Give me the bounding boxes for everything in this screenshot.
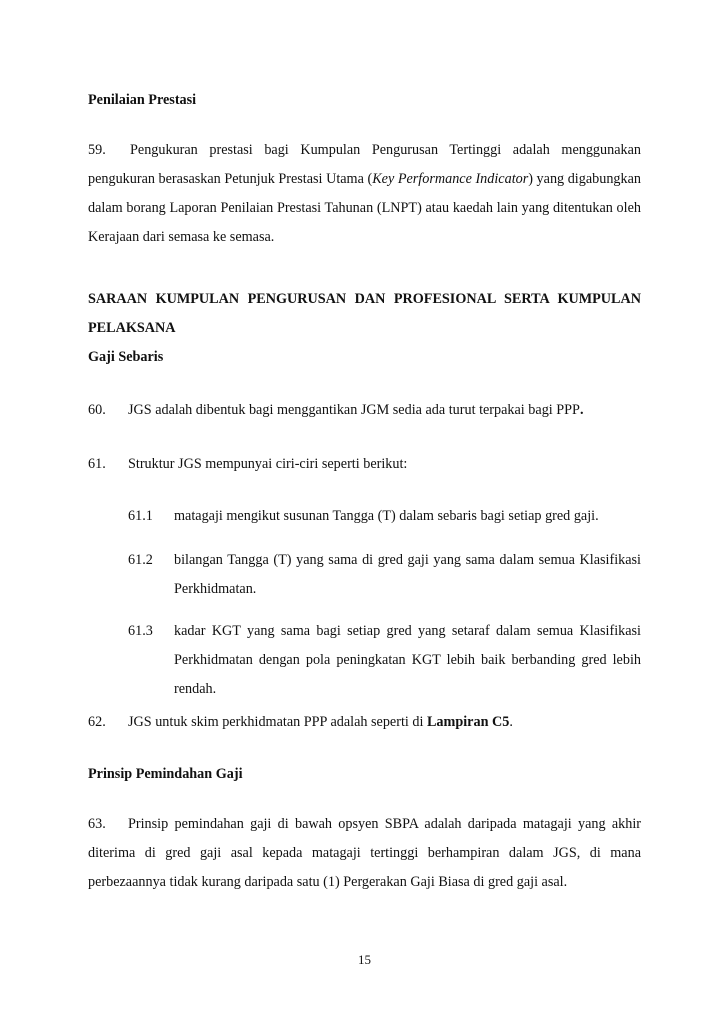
- paragraph-63-text: Prinsip pemindahan gaji di bawah opsyen SBPA adalah daripada matagaji yang akhir diterima di gred gaji asal kepada matagaji tertinggi berhampiran dalam JGS, di mana perbezaannya tidak kurang daripada satu (1) Pergerakan Gaji Biasa di gred gaji asal.: [88, 816, 641, 890]
- list-item-61-3-number: 61.3: [128, 623, 153, 639]
- paragraph-60-dot: .: [579, 402, 584, 418]
- paragraph-62-text-bold: Lampiran C5: [426, 714, 510, 730]
- list-item-61-1-text: matagaji mengikut susunan Tangga (T) dalam sebaris bagi setiap gred gaji.: [174, 508, 599, 524]
- heading-prinsip-pemindahan-gaji: Prinsip Pemindahan Gaji: [88, 766, 243, 782]
- paragraph-62-text-post: .: [509, 714, 513, 730]
- paragraph-59: [88, 136, 641, 252]
- paragraph-60: [88, 396, 641, 425]
- heading-saraan: SARAAN KUMPULAN PENGURUSAN DAN PROFESIONAL SERTA KUMPULAN PELAKSANA: [88, 291, 641, 336]
- paragraph-59-number: 59.: [88, 142, 106, 158]
- paragraph-60-number: 60.: [88, 402, 106, 418]
- document-page: [88, 0, 641, 1030]
- list-item-61-2-text: bilangan Tangga (T) yang sama di gred gaji yang sama dalam semua Klasifikasi Perkhidmatan.: [174, 552, 641, 597]
- list-item-61-3-text: kadar KGT yang sama bagi setiap gred yang setaraf dalam semua Klasifikasi Perkhidmatan dengan pola peningkatan KGT lebih baik berbanding gred lebih rendah.: [174, 623, 641, 697]
- paragraph-63: [88, 810, 641, 897]
- paragraph-62-number: 62.: [88, 714, 106, 730]
- paragraph-62: [88, 708, 641, 737]
- paragraph-63-number: 63.: [88, 816, 106, 832]
- paragraph-59-text-post: ) yang digabungkan dalam borang Laporan Penilaian Prestasi Tahunan (LNPT) atau kaedah lain yang ditentukan oleh Kerajaan dari semasa ke semasa.: [88, 171, 641, 245]
- heading-penilaian-prestasi: Penilaian Prestasi: [88, 92, 197, 108]
- paragraph-62-text-pre: JGS untuk skim perkhidmatan PPP adalah seperti di: [128, 714, 427, 730]
- paragraph-59-text-pre: Pengukuran prestasi bagi Kumpulan Pengurusan Tertinggi adalah menggunakan pengukuran berasaskan Petunjuk Prestasi Utama (: [88, 142, 641, 187]
- list-item-61-1-number: 61.1: [128, 508, 153, 524]
- paragraph-61-number: 61.: [88, 456, 106, 472]
- paragraph-61: [88, 450, 641, 479]
- paragraph-60-text: JGS adalah dibentuk bagi menggantikan JGM sedia ada turut terpakai bagi PPP: [128, 402, 580, 418]
- paragraph-59-text-italic: Key Performance Indicator: [372, 171, 529, 187]
- paragraph-61-text: Struktur JGS mempunyai ciri-ciri seperti berikut:: [128, 456, 408, 472]
- heading-gaji-sebaris: Gaji Sebaris: [88, 349, 164, 365]
- page-number: 15: [358, 952, 371, 967]
- list-item-61-2-number: 61.2: [128, 552, 153, 568]
